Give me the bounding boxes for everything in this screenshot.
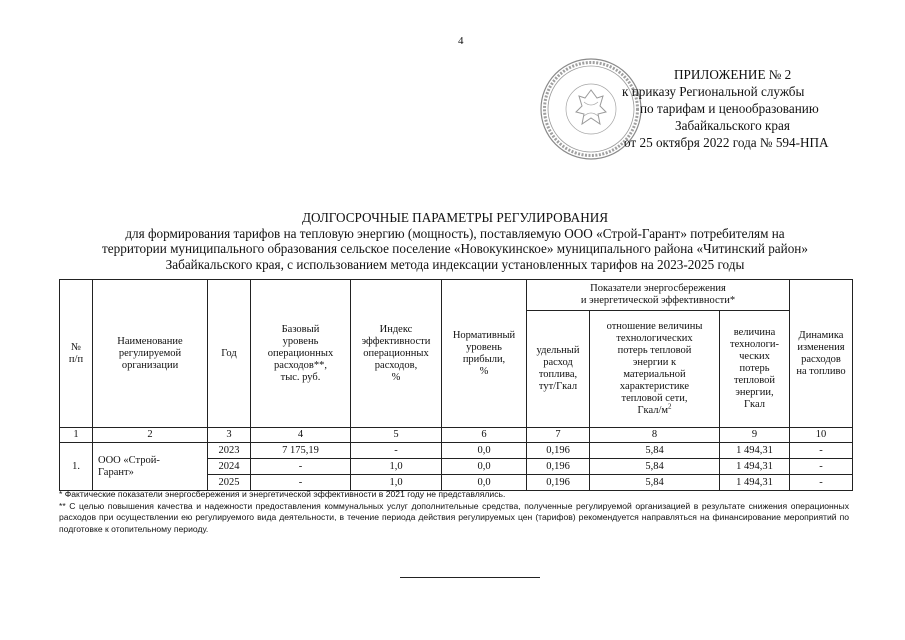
- header-fuel-dynamics: Динамика изменения расходов на топливо: [790, 280, 853, 428]
- header-base-costs: Базовый уровень операционных расходов**, тыс. руб.: [251, 280, 351, 428]
- footnote: * Фактические показатели энергосбережения и энергетической эффективности в 2021 году не представлялись.: [59, 489, 506, 499]
- organization-name: ООО «Строй- Гарант»: [93, 443, 208, 491]
- regulation-parameters-table: [59, 279, 853, 491]
- header-heat-losses: величина технологи- ческих потерь тепловой энергии, Гкал: [720, 311, 790, 428]
- appendix-title: ПРИЛОЖЕНИЕ № 2: [674, 67, 792, 82]
- title-line: Забайкальского края, с использованием метода индексации установленных тарифов на 2023-2025 годы: [165, 256, 745, 272]
- header-year: Год: [208, 280, 251, 428]
- header-efficiency-index: Индекс эффективности операционных расходов, %: [351, 280, 442, 428]
- page-number: 4: [458, 35, 464, 47]
- table-row: 2025 - 1,0 0,0 0,196 5,84 1 494,31 -: [60, 475, 853, 491]
- header-loss-ratio: отношение величины технологических потерь тепловой энергии к материальной характеристике тепловой сети, Гкал/$м^2$: [590, 311, 720, 428]
- column-number-row: 1 2 3 4 5 6 7 8 9 10: [60, 428, 853, 443]
- table-row: 1. ООО «Строй- Гарант» 2023 7 175,19 - 0,0 0,196 5,84 1 494,31 -: [60, 443, 853, 459]
- header-organization: Наименование регулируемой организации: [93, 280, 208, 428]
- document-heading: ДОЛГОСРОЧНЫЕ ПАРАМЕТРЫ РЕГУЛИРОВАНИЯ: [301, 210, 609, 225]
- header-energy-indicators: Показатели энергосбережения и энергетической эффективности*: [527, 280, 790, 311]
- header-fuel-consumption: удельный расход топлива, тут/Гкал: [527, 311, 590, 428]
- header-profit-level: Нормативный уровень прибыли, %: [442, 280, 527, 428]
- footnote: ** С целью повышения качества и надежности предоставления коммунальных услуг дополнительные средства, полученные регулируемой организацией в результате снижения операционных расходов при осуществлении ею регулируемого вида деятельности, в течение периода действия регулируемых цен (тарифов) рекомендуется направляться на финансирование мероприятий по подготовке к отопительному периоду.: [59, 500, 849, 534]
- bottom-divider: [400, 577, 540, 578]
- appendix-block: [600, 66, 870, 151]
- row-number: 1.: [60, 443, 93, 491]
- appendix-line: Забайкальского края: [675, 118, 790, 133]
- document-title: [40, 210, 870, 272]
- appendix-line: к приказу Региональной службы: [622, 84, 805, 99]
- appendix-line: по тарифам и ценообразованию: [640, 101, 819, 116]
- appendix-line: от 25 октября 2022 года № 594-НПА: [624, 135, 829, 150]
- header-num: № п/п: [60, 280, 93, 428]
- title-line: для формирования тарифов на тепловую энергию (мощность), поставляемую ООО «Строй-Гарант» потребителям на: [125, 225, 785, 241]
- table-row: 2024 - 1,0 0,0 0,196 5,84 1 494,31 -: [60, 459, 853, 475]
- title-line: территории муниципального образования сельское поселение «Новокукинское» муниципального района «Читинский район»: [102, 241, 808, 256]
- footnotes: [59, 489, 849, 535]
